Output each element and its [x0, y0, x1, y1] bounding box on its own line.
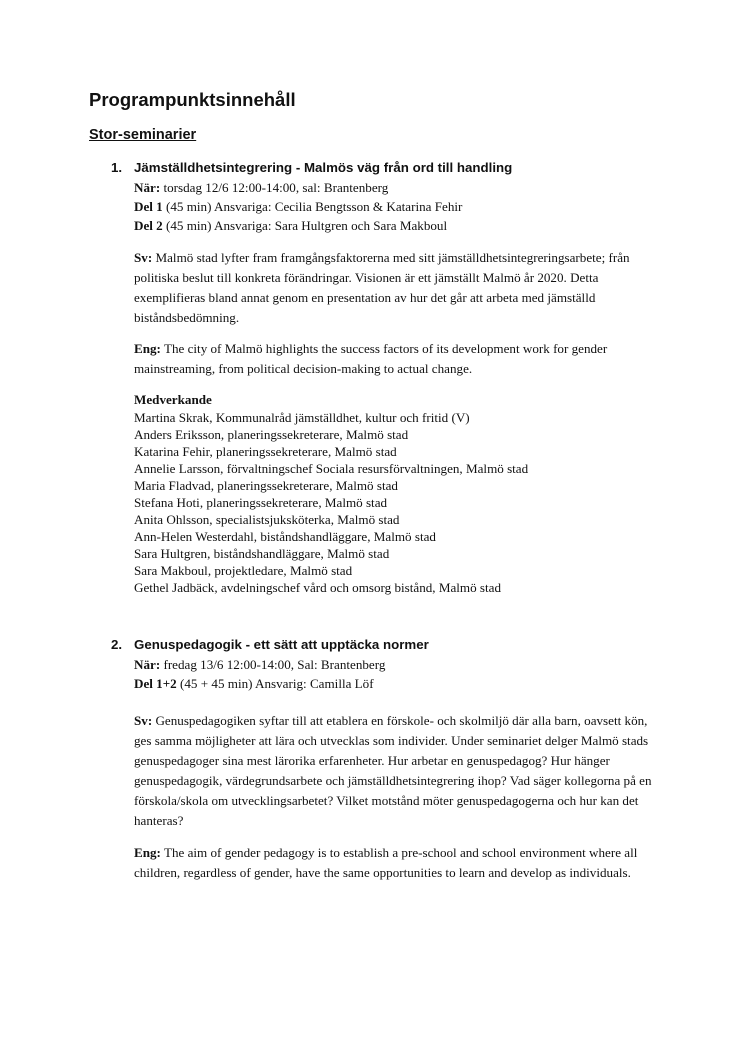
participant: Stefana Hoti, planeringssekreterare, Malmö stad: [134, 495, 388, 510]
participant: Annelie Larsson, förvaltningschef Sociala resursförvaltningen, Malmö stad: [134, 461, 529, 476]
part2-line: [134, 217, 447, 234]
sv-label: Sv:: [134, 713, 153, 728]
section-heading: Stor-seminarier: [89, 127, 197, 143]
eng-text: The city of Malmö highlights the success factors of its development work for gender mainstreaming, from political decision-making to actual change.: [134, 341, 608, 376]
sv-text: Malmö stad lyfter fram framgångsfaktorerna med sitt jämställdhetsintegreringsarbete; från politiska beslut till konkreta förändringar. Visionen är ett jämställt Malmö år 2020. Detta exemplifieras bland annat genom en presentation av hur det går att arbeta med jämställd biståndsbedömning.: [134, 250, 630, 325]
part1-label: Del 1: [134, 199, 163, 214]
participants-heading: Medverkande: [134, 392, 212, 407]
when-label: När:: [134, 657, 161, 672]
part2-label: Del 2: [134, 218, 163, 233]
eng-label: Eng:: [134, 341, 161, 356]
part1-line: [134, 198, 462, 215]
when-line: [134, 179, 388, 196]
english-description: [134, 843, 664, 883]
participant: Martina Skrak, Kommunalråd jämställdhet, kultur och fritid (V): [134, 410, 470, 425]
participants-list: [134, 409, 528, 596]
when-text: fredag 13/6 12:00-14:00, Sal: Brantenberg: [160, 657, 386, 672]
item-number: 1.: [111, 160, 123, 175]
part-text: (45 + 45 min) Ansvarig: Camilla Löf: [176, 676, 374, 691]
when-text: torsdag 12/6 12:00-14:00, sal: Brantenberg: [160, 180, 389, 195]
participant: Maria Fladvad, planeringssekreterare, Malmö stad: [134, 478, 398, 493]
english-description: [134, 339, 664, 379]
sv-label: Sv:: [134, 250, 153, 265]
page-title: Programpunktsinnehåll: [89, 89, 296, 110]
item-title: Jämställdhetsintegrering - Malmös väg från ord till handling: [134, 160, 513, 175]
when-line: [134, 656, 385, 673]
item-number: 2.: [111, 637, 123, 652]
participant: Anita Ohlsson, specialistsjuksköterka, Malmö stad: [134, 512, 400, 527]
part2-text: (45 min) Ansvariga: Sara Hultgren och Sara Makboul: [162, 218, 448, 233]
part1-text: (45 min) Ansvariga: Cecilia Bengtsson & Katarina Fehir: [162, 199, 463, 214]
participant: Anders Eriksson, planeringssekreterare, Malmö stad: [134, 427, 409, 442]
swedish-description: [134, 248, 664, 328]
participant: Sara Hultgren, biståndshandläggare, Malmö stad: [134, 546, 390, 561]
sv-text: Genuspedagogiken syftar till att etablera en förskole- och skolmiljö där alla barn, oavsett kön, ges samma möjligheter att lära och utvecklas som individer. Under seminariet delger Malmö stads genuspedagoger sina mest lärorika erfarenheter. Hur arbetar en genuspedagog? Hur hänger genuspedagogik, värdegrundsarbete och jämställdhetsintegrering ihop? Vad säger kollegorna på en förskola/skola om utvecklingsarbetet? Vilket motstånd möter genuspedagogerna och hur kan det hanteras?: [134, 713, 652, 828]
participant: Sara Makboul, projektledare, Malmö stad: [134, 563, 353, 578]
when-label: När:: [134, 180, 161, 195]
participant: Gethel Jadbäck, avdelningschef vård och omsorg bistånd, Malmö stad: [134, 580, 502, 595]
participant: Ann-Helen Westerdahl, biståndshandläggare, Malmö stad: [134, 529, 436, 544]
item-title: Genuspedagogik - ett sätt att upptäcka normer: [134, 637, 429, 652]
part-label: Del 1+2: [134, 676, 177, 691]
swedish-description: [134, 711, 664, 831]
eng-text: The aim of gender pedagogy is to establish a pre-school and school environment where all children, regardless of gender, have the same opportunities to learn and develop as individuals.: [134, 845, 638, 880]
eng-label: Eng:: [134, 845, 161, 860]
part-line: [134, 675, 374, 692]
participant: Katarina Fehir, planeringssekreterare, Malmö stad: [134, 444, 397, 459]
